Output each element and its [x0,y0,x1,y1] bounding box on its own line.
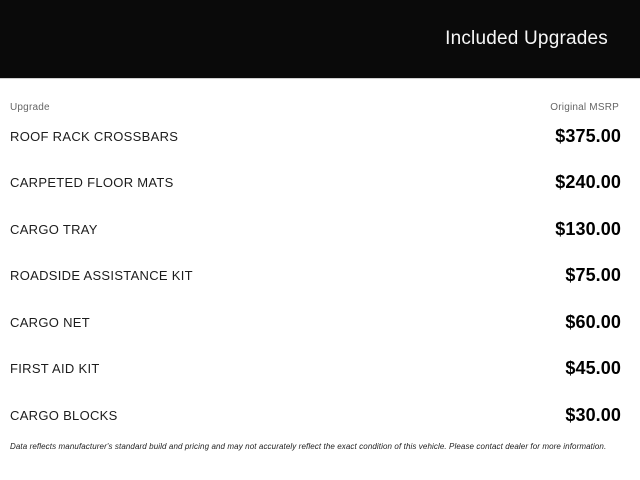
upgrade-name: CARGO BLOCKS [10,407,118,423]
table-row [0,346,640,393]
upgrade-name: CARGO NET [10,314,90,330]
upgrade-name: ROADSIDE ASSISTANCE KIT [10,268,193,284]
table-row [0,253,640,300]
table-row [0,113,640,160]
upgrade-price: $45.00 [565,358,621,379]
upgrade-price: $240.00 [555,172,621,193]
upgrade-name: ROOF RACK CROSSBARS [10,128,179,144]
column-header-upgrade: Upgrade [10,102,50,113]
upgrade-price: $60.00 [565,311,621,332]
upgrade-price: $130.00 [555,218,621,239]
column-header-msrp: Original MSRP [550,102,619,113]
upgrade-name: FIRST AID KIT [10,361,100,377]
page-title: Included Upgrades [445,28,608,49]
upgrades-list [0,113,640,439]
upgrade-price: $75.00 [565,265,621,286]
disclaimer-text: Data reflects manufacturer's standard build and pricing and may not accurately reflect the exact condition of this vehicle. Please contact dealer for more information. [10,441,607,451]
header-bar [0,0,640,79]
upgrade-name: CARGO TRAY [10,221,98,237]
table-row [0,160,640,207]
table-column-headers [0,79,640,113]
table-row [0,392,640,439]
table-row [0,299,640,346]
upgrade-price: $375.00 [555,125,621,146]
upgrade-price: $30.00 [565,404,621,425]
upgrade-name: CARPETED FLOOR MATS [10,175,174,191]
table-row [0,206,640,253]
